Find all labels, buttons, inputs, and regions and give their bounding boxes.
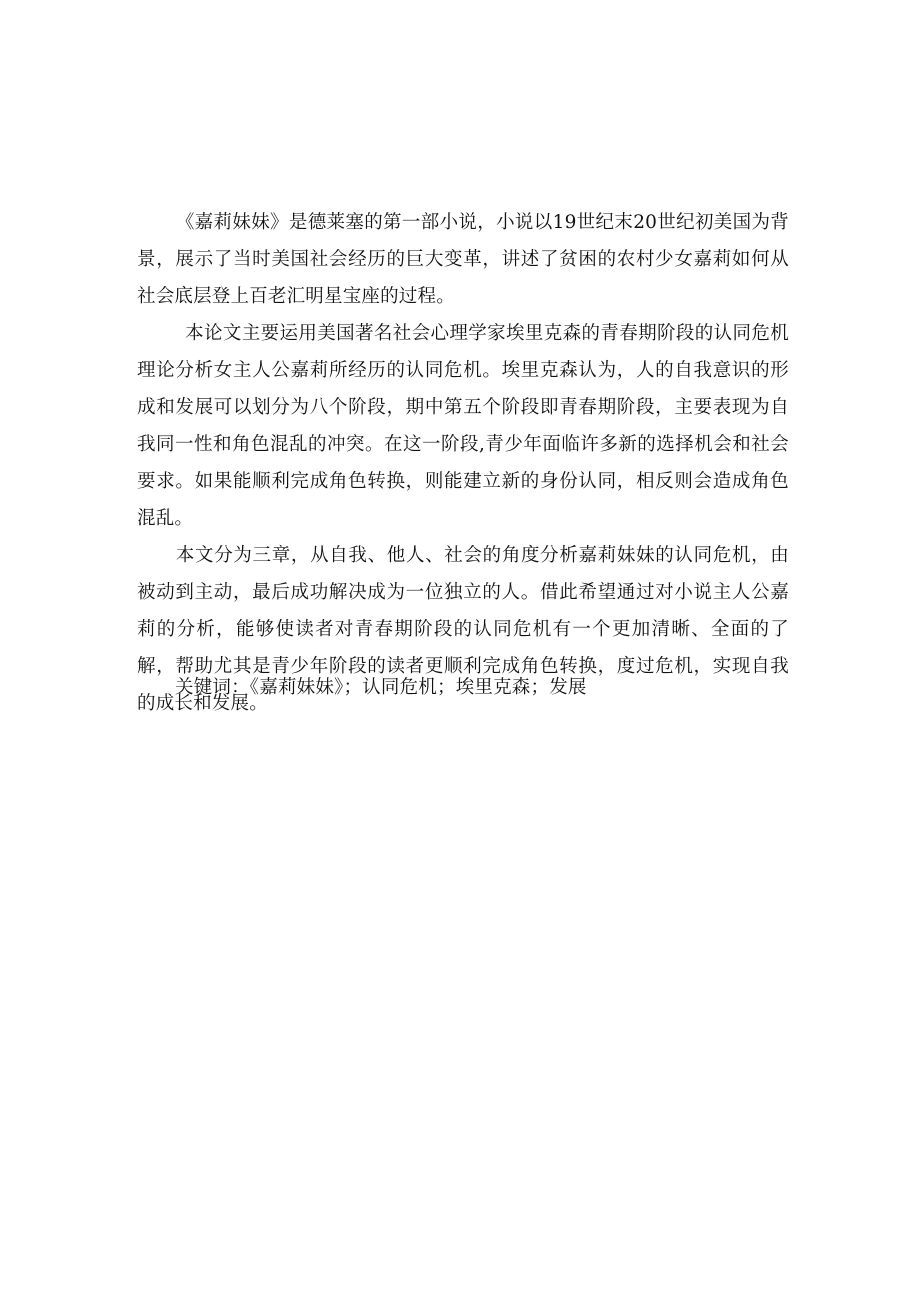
abstract-paragraph-3: 本文分为三章，从自我、他人、社会的角度分析嘉莉妹妹的认同危机，由被动到主动，最后成功解决成为一位独立的人。借此希望通过对小说主人公嘉莉的分析，能够使读者对青春期阶段的认同危机有一个更加清晰、全面的了解，帮助尤其是青少年阶段的读者更顺利完成角色转换，度过危机，实现自我的成长和发展。 [137, 545, 789, 714]
abstract-paragraph-1: 《嘉莉妹妹》是德莱塞的第一部小说，小说以19世纪末20世纪初美国为背景，展示了当时美国社会经历的巨大变革，讲述了贫困的农村少女嘉莉如何从社会底层登上百老汇明星宝座的过程。 [137, 212, 789, 307]
abstract-paragraph-2: 本论文主要运用美国著名社会心理学家埃里克森的青春期阶段的认同危机理论分析女主人公嘉莉所经历的认同危机。埃里克森认为，人的自我意识的形成和发展可以划分为八个阶段，期中第五个阶段即青春期阶段，主要表现为自我同一性和角色混乱的冲突。在这一阶段,青少年面临许多新的选择机会和社会要求。如果能顺利完成角色转换，则能建立新的身份认同，相反则会造成角色混乱。 [137, 323, 789, 529]
abstract-body [137, 204, 789, 722]
keywords-line: 关键词：《嘉莉妹妹》；认同危机；埃里克森；发展 [175, 677, 587, 698]
